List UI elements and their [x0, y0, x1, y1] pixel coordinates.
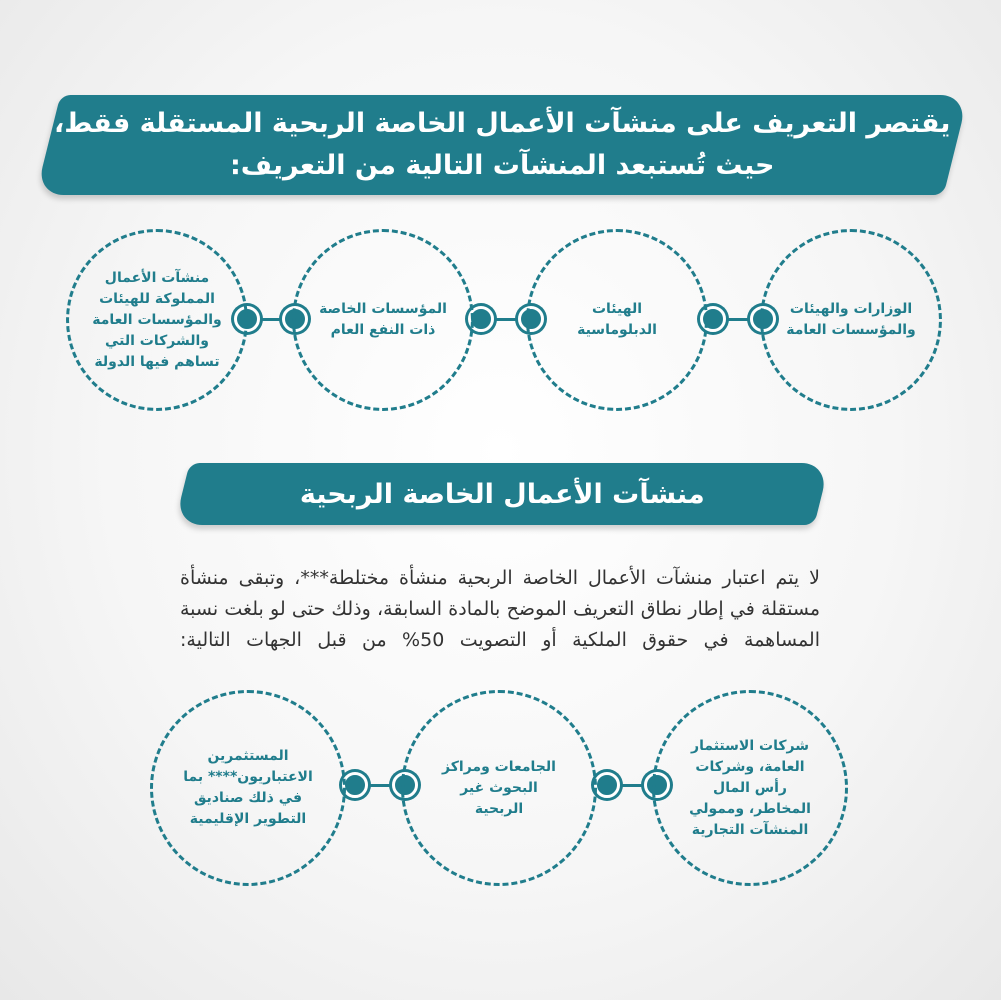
- excluded-entity-circle-3: [292, 229, 474, 411]
- circle-label: منشآت الأعمال المملوكة للهيئات والمؤسسات العامة والشركات التي تساهم فيها الدولة: [92, 269, 222, 370]
- section-title: منشآت الأعمال الخاصة الربحية: [299, 478, 705, 510]
- connector-node: [594, 772, 620, 798]
- header-text: [54, 103, 950, 187]
- investor-type-circle-1: [652, 690, 848, 886]
- investor-type-circle-2: [401, 690, 597, 886]
- excluded-entity-circle-2: [526, 229, 708, 411]
- excluded-entity-circle-1: [760, 229, 942, 411]
- investor-type-circle-3: [150, 690, 346, 886]
- section-banner: [174, 463, 829, 525]
- circle-label: الوزارات والهيئات والمؤسسات العامة: [786, 301, 916, 338]
- circle-label: شركات الاستثمار العامة، وشركات رأس المال المخاطر، وممولي المنشآت التجارية: [689, 737, 811, 838]
- circle-label: الهيئات الدبلوماسية: [577, 301, 657, 338]
- description-paragraph: لا يتم اعتبار منشآت الأعمال الخاصة الربحية منشأة مختلطة***، وتبقى منشأة مستقلة في إطار نطاق التعريف الموضح بالمادة السابقة، وذلك حتى لو بلغت نسبة المساهمة في حقوق الملكية أو التصويت 50% من قبل الجهات التالية:: [180, 567, 820, 651]
- header-line-1: يقتصر التعريف على منشآت الأعمال الخاصة الربحية المستقلة فقط،: [53, 108, 951, 139]
- header-banner: [36, 95, 969, 195]
- circle-label: المؤسسات الخاصة ذات النفع العام: [319, 301, 447, 338]
- circle-label: المستثمرين الاعتباريون**** بما في ذلك صناديق التطوير الإقليمية: [183, 748, 313, 827]
- excluded-entity-circle-4: [66, 229, 248, 411]
- circle-label: الجامعات ومراكز البحوث غير الربحية: [442, 758, 556, 817]
- header-line-2: حيث تُستبعد المنشآت التالية من التعريف:: [229, 150, 775, 181]
